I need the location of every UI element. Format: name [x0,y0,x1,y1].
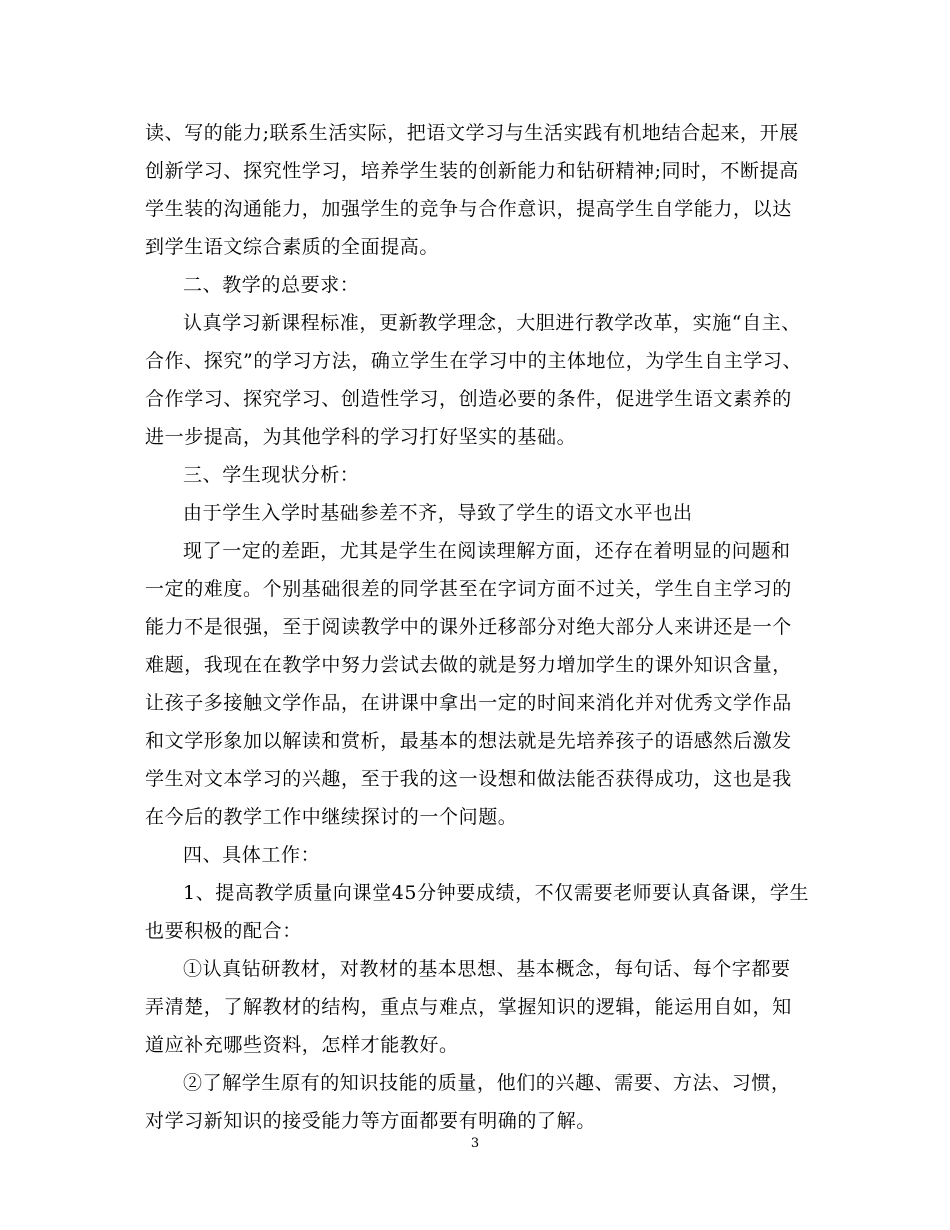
section-heading-2: 二、教学的总要求： [183,274,360,296]
paragraph-subitem-2: ②了解学生原有的知识技能的质量，他们的兴趣、需要、方法、习惯，对学习新知识的接受能力等方面都要有明确的了解。 [145,1072,791,1132]
paragraph-analysis: 现了一定的差距，尤其是学生在阅读理解方面，还存在着明显的问题和一定的难度。个别基础很差的同学甚至在字词方面不过关，学生自主学习的能力不是很强，至于阅读教学中的课外迁移部分对绝大部分人来讲还是一个难题，我现在在教学中努力尝试去做的就是努力增加学生的课外知识含量，让孩子多接触文学作品，在讲课中拿出一定的时间来消化并对优秀文学作品和文学形象加以解读和赏析，最基本的想法就是先培养孩子的语感然后激发学生对文本学习的兴趣，至于我的这一设想和做法能否获得成功，这也是我在今后的教学工作中继续探讨的一个问题。 [145,540,792,828]
section-heading-3: 三、学生现状分析： [183,464,360,486]
paragraph-work-item-1: 1、提高教学质量向课堂45分钟要成绩，不仅需要老师要认真备课，学生也要积极的配合： [145,882,810,942]
page-number: 3 [470,1136,480,1151]
document-body [145,114,810,1140]
paragraph-subitem-1: ①认真钻研教材，对教材的基本思想、基本概念，每句话、每个字都要弄清楚，了解教材的结构，重点与难点，掌握知识的逻辑，能运用自如，知道应补充哪些资料，怎样才能教好。 [145,958,792,1056]
paragraph-continuation: 读、写的能力;联系生活实际，把语文学习与生活实践有机地结合起来，开展创新学习、探究性学习，培养学生装的创新能力和钻研精神;同时，不断提高学生装的沟通能力，加强学生的竞争与合作意识，提高学生自学能力，以达到学生语文综合素质的全面提高。 [145,122,799,258]
paragraph-analysis-intro: 由于学生入学时基础参差不齐，导致了学生的语文水平也出 [183,502,693,524]
paragraph-requirements: 认真学习新课程标准，更新教学理念，大胆进行教学改革，实施“自主、合作、探究”的学习方法，确立学生在学习中的主体地位，为学生自主学习、合作学习、探究学习、创造性学习，创造必要的条件，促进学生语文素养的进一步提高，为其他学科的学习打好坚实的基础。 [145,312,803,448]
section-heading-4: 四、具体工作： [183,844,321,866]
